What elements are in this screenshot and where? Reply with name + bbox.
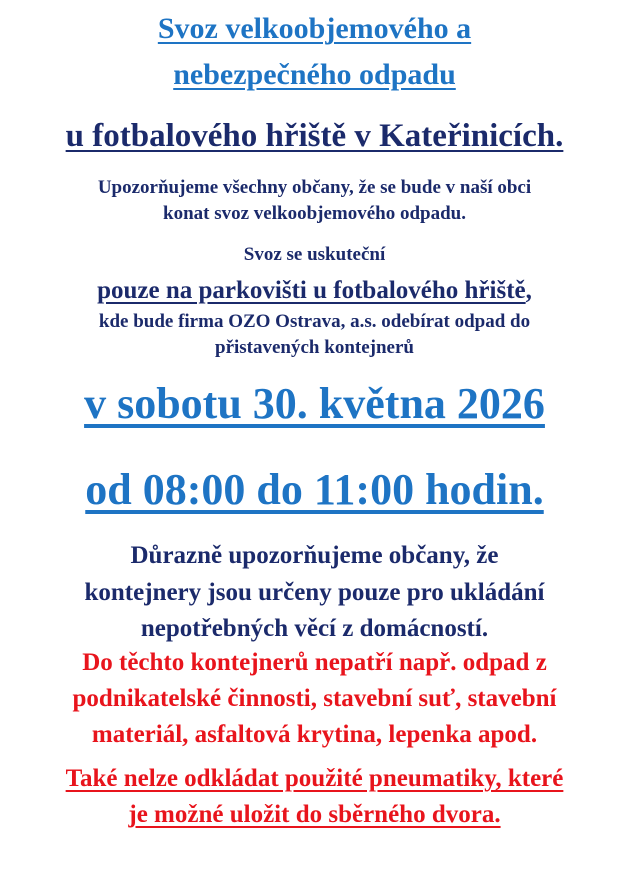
- svoz-line-4: přistavených kontejnerů: [215, 337, 414, 358]
- tyres-line-2-text: je možné uložit do sběrného dvora.: [128, 801, 501, 828]
- date-heading-text: v sobotu 30. května 2026: [84, 379, 545, 428]
- location-heading: [0, 120, 629, 153]
- intro-line-2: konat svoz velkoobjemového odpadu.: [163, 203, 466, 224]
- warning-line-2: kontejnery jsou určeny pouze pro ukládání: [84, 579, 545, 606]
- title-line-1: [0, 14, 629, 44]
- intro-line-1: Upozorňujeme všechny občany, že se bude v naší obci: [97, 177, 532, 198]
- title-line-2-text: nebezpečného odpadu: [173, 58, 456, 91]
- svoz-place-text: pouze na parkovišti u fotbalového hřiště: [97, 277, 526, 304]
- title-line-1-text: Svoz velkoobjemového a: [157, 12, 472, 45]
- tyres-line-2: [0, 802, 629, 827]
- svoz-place-comma: ,: [525, 277, 532, 304]
- svoz-line-1: Svoz se uskuteční: [243, 244, 386, 265]
- time-heading-text: od 08:00 do 11:00 hodin.: [85, 465, 544, 514]
- svoz-place: [0, 278, 629, 303]
- prohibited-line-1: Do těchto kontejnerů nepatří např. odpad z: [82, 649, 547, 676]
- warning-line-1: Důrazně upozorňujeme občany, že: [130, 542, 499, 569]
- prohibited-line-2: podnikatelské činnosti, stavební suť, stavební: [72, 685, 557, 712]
- title-line-2: [0, 60, 629, 90]
- location-heading-text: u fotbalového hřiště v Kateřinicích.: [65, 118, 564, 154]
- tyres-line-1-text: Také nelze odkládat použité pneumatiky, které: [65, 765, 564, 792]
- svoz-line-3: kde bude firma OZO Ostrava, a.s. odebírat odpad do: [98, 311, 531, 332]
- time-heading: [0, 465, 629, 514]
- tyres-line-1: [0, 766, 629, 791]
- date-heading: [0, 379, 629, 428]
- warning-line-3: nepotřebných věcí z domácností.: [140, 615, 489, 642]
- prohibited-line-3: materiál, asfaltová krytina, lepenka apod.: [91, 721, 538, 748]
